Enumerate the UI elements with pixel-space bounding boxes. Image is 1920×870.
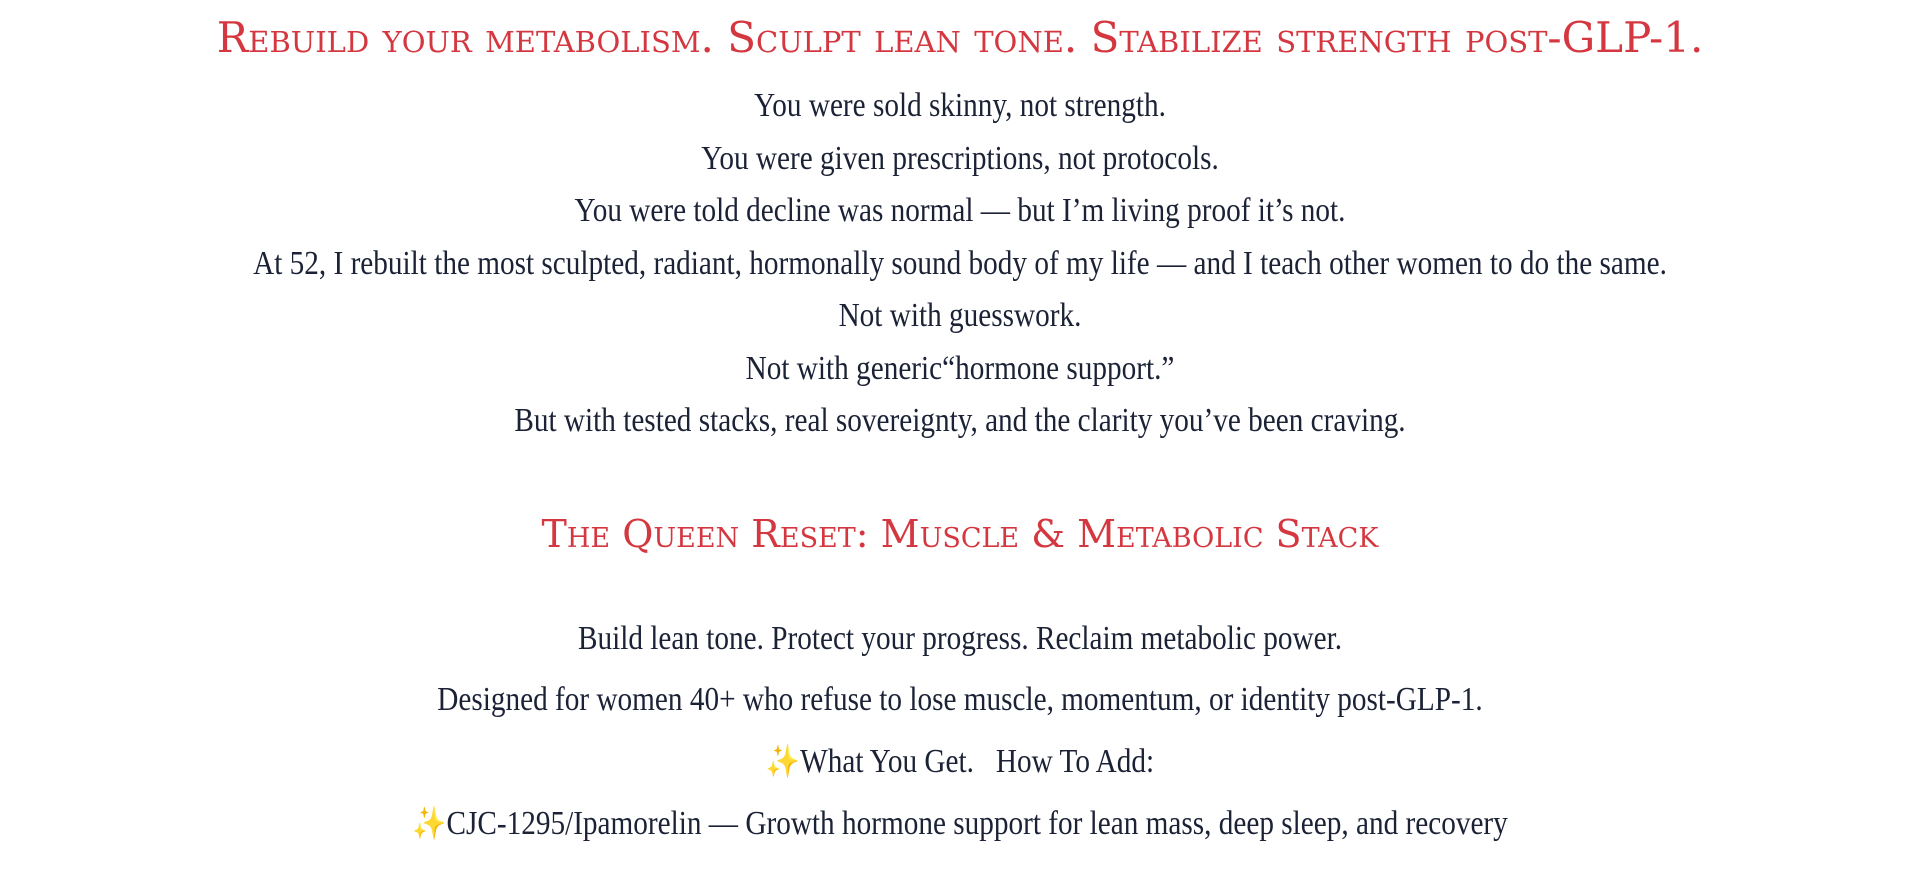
what-you-get-row xyxy=(134,737,1785,786)
intro-line: But with tested stacks, real sovereignty, and the clarity you’ve been craving. xyxy=(514,402,1406,439)
intro-line: At 52, I rebuilt the most sculpted, radiant, hormonally sound body of my life — and I teach other women to do the same. xyxy=(253,244,1667,282)
sparkles-icon: ✨ xyxy=(412,804,447,842)
intro-line: Not with generic“hormone support.” xyxy=(745,349,1175,387)
what-you-get-label: What You Get. xyxy=(800,743,974,780)
intro-paragraph xyxy=(134,80,1785,448)
sparkles-icon: ✨ xyxy=(765,742,801,780)
list-item-text: CJC-1295/Ipamorelin — Growth hormone support for lean mass, deep sleep, and recovery xyxy=(446,805,1508,842)
intro-line: You were given prescriptions, not protocols. xyxy=(701,139,1219,177)
product-audience: Designed for women 40+ who refuse to lose muscle, momentum, or identity post-GLP-1. xyxy=(437,681,1483,718)
intro-line: You were told decline was normal — but I’m living proof it’s not. xyxy=(574,192,1346,229)
how-to-add-label: How To Add: xyxy=(995,743,1155,780)
intro-line: You were sold skinny, not strength. xyxy=(754,87,1166,124)
product-title: The Queen Reset: Muscle & Metabolic Stack xyxy=(541,512,1379,556)
intro-line: Not with guesswork. xyxy=(838,297,1082,334)
main-headline: Rebuild your metabolism. Sculpt lean tone. Stabilize strength post-GLP-1. xyxy=(216,13,1704,62)
list-item xyxy=(134,799,1785,848)
product-tagline: Build lean tone. Protect your progress. Reclaim metabolic power. xyxy=(577,620,1343,657)
